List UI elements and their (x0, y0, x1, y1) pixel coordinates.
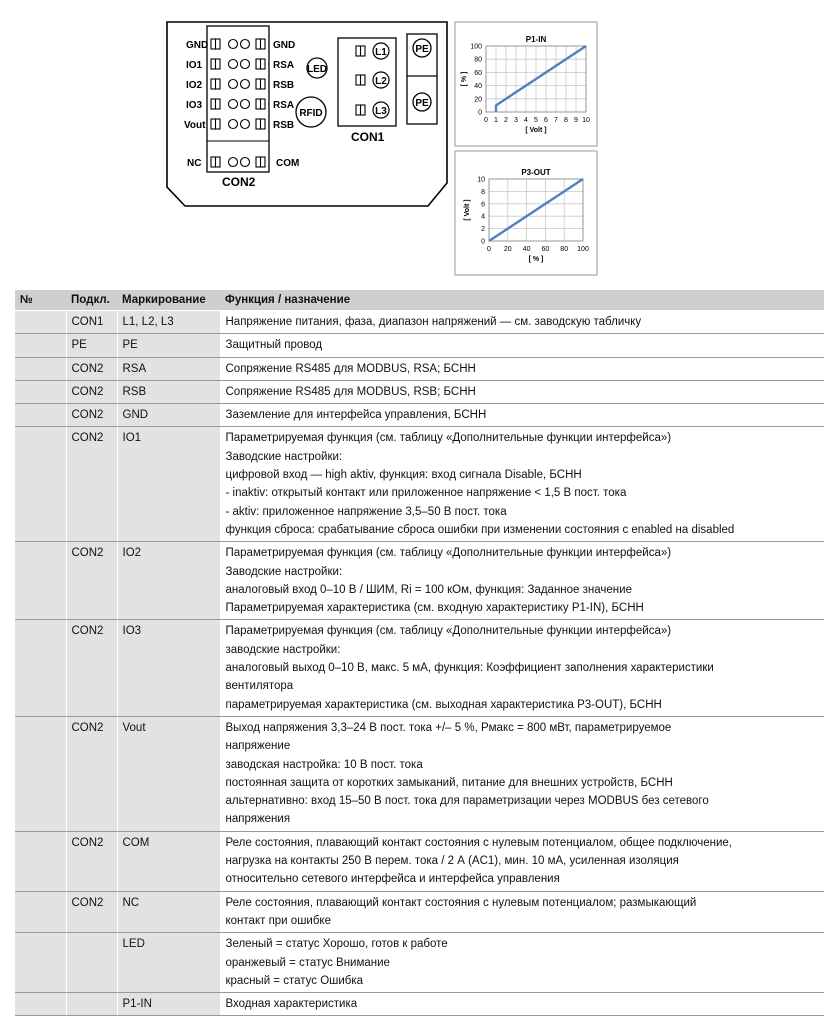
function-line: заводская настройка: 10 В пост. тока (225, 758, 423, 771)
pin-label-rsb-2: RSB (273, 120, 295, 131)
pe-label-2: PE (415, 98, 429, 109)
table-header-row (15, 290, 824, 311)
pin-label-io1: IO1 (186, 60, 203, 71)
x-tick-label: 60 (541, 246, 550, 253)
table-row (15, 357, 824, 380)
led-label: LED (307, 64, 327, 75)
function-line: - aktiv: приложенное напряжение 3,5–50 В пост. тока (225, 505, 507, 518)
function-line: Параметрируемая характеристика (см. входную характеристику P1-IN), БСНН (225, 602, 644, 615)
cell-no (15, 542, 66, 620)
cell-connection: CON2 (66, 831, 117, 891)
function-line: относительно сетевого интерфейса и интерфейса управления (225, 873, 560, 886)
table-row (15, 404, 824, 427)
function-line: Реле состояния, плавающий контакт состояния с нулевым потенциалом, общее подключение, (225, 836, 732, 849)
table-row (15, 427, 824, 542)
cell-no (15, 993, 66, 1016)
cell-marking: GND (117, 404, 220, 427)
y-tick-label: 10 (477, 176, 485, 184)
cell-function (220, 404, 824, 427)
function-line: вентилятора (225, 680, 294, 693)
connection-diagram (0, 0, 833, 290)
table-row (15, 933, 824, 993)
connection-table (15, 290, 824, 1016)
function-line: альтернативно: вход 15–50 В пост. тока для параметризации через MODBUS без сетевого (225, 795, 709, 808)
cell-marking: PE (117, 334, 220, 357)
cell-function (220, 716, 824, 831)
function-line: постоянная защита от коротких замыканий, питание для внешних устройств, БСНН (225, 776, 673, 789)
pin-label-gnd-right: GND (273, 40, 296, 51)
table-body (15, 311, 824, 1016)
function-line: оранжевый = статус Внимание (225, 956, 390, 969)
x-tick-label: 7 (554, 117, 558, 124)
cell-marking: LED (117, 933, 220, 993)
x-tick-label: 2 (504, 117, 508, 124)
function-line: напряжение (225, 740, 291, 753)
cell-marking: RSA (117, 357, 220, 380)
header-marking: Маркирование (117, 290, 220, 311)
pin-label-vout: Vout (184, 120, 206, 131)
function-line: Входная характеристика (225, 998, 358, 1011)
cell-no (15, 334, 66, 357)
terminal-label-l2: L2 (375, 76, 387, 87)
chart-title: P1-IN (525, 35, 547, 44)
terminal-hole (229, 40, 238, 49)
cell-marking: NC (117, 891, 220, 933)
cell-no (15, 427, 66, 542)
function-line: Заводские настройки: (225, 450, 343, 463)
function-line: Защитный провод (225, 339, 323, 352)
pin-label-rsa-1: RSA (273, 60, 295, 71)
cell-no (15, 311, 66, 334)
cell-no (15, 357, 66, 380)
cell-function (220, 993, 824, 1016)
cell-marking: IO2 (117, 542, 220, 620)
terminal-hole (241, 40, 250, 49)
cell-function (220, 542, 824, 620)
table-row (15, 831, 824, 891)
terminal-hole (241, 120, 250, 129)
header-function: Функция / назначение (220, 290, 824, 311)
x-tick-label: 80 (560, 246, 569, 253)
function-line: заводские настройки: (225, 643, 341, 656)
cell-function (220, 334, 824, 357)
chart-p1-in (455, 22, 597, 146)
cell-connection: CON2 (66, 357, 117, 380)
cell-connection: CON2 (66, 404, 117, 427)
pin-label-nc: NC (187, 158, 202, 169)
y-tick-label: 40 (474, 83, 482, 91)
function-line: Параметрируемая функция (см. таблицу «Дополнительные функции интерфейса») (225, 547, 672, 560)
cell-function (220, 933, 824, 993)
function-line: функция сброса: срабатывание сброса ошибки при изменении состояния с enabled на disabled (225, 523, 735, 536)
table-row (15, 716, 824, 831)
terminal-hole (229, 158, 238, 167)
header-no: № (15, 290, 66, 311)
terminal-label-l3: L3 (375, 106, 387, 117)
function-line: аналоговый выход 0–10 В, макс. 5 мА, функция: Коэффициент заполнения характеристики (225, 662, 714, 675)
pin-label-com: COM (276, 158, 300, 169)
table-row (15, 993, 824, 1016)
table-row (15, 380, 824, 403)
terminal-hole (229, 80, 238, 89)
pin-label-io2: IO2 (186, 80, 203, 91)
function-line: Сопряжение RS485 для MODBUS, RSA; БСНН (225, 362, 476, 375)
terminal-hole (229, 60, 238, 69)
function-line: цифровой вход — high aktiv, функция: вход сигнала Disable, БСНН (225, 469, 582, 482)
x-tick-label: 4 (524, 117, 528, 124)
x-tick-label: 9 (574, 117, 578, 124)
y-axis-label: [ % ] (461, 71, 468, 87)
cell-connection: CON2 (66, 427, 117, 542)
table-row (15, 620, 824, 716)
function-line: Зеленый = статус Хорошо, готов к работе (225, 938, 448, 951)
function-line: Реле состояния, плавающий контакт состояния с нулевым потенциалом; размыкающий (225, 896, 697, 909)
header-connection: Подкл. (66, 290, 117, 311)
function-line: Заземление для интерфейса управления, БСНН (225, 409, 487, 422)
cell-connection: PE (66, 334, 117, 357)
x-tick-label: 3 (514, 117, 518, 124)
y-axis-label: [ Volt ] (464, 199, 471, 221)
cell-connection: CON2 (66, 380, 117, 403)
cell-marking: COM (117, 831, 220, 891)
function-line: параметрируемая характеристика (см. выходная характеристика P3-OUT), БСНН (225, 698, 662, 711)
function-line: Сопряжение RS485 для MODBUS, RSB; БСНН (225, 385, 476, 398)
pin-label-rsa-2: RSA (273, 100, 295, 111)
pin-label-io3: IO3 (186, 100, 203, 111)
cell-no (15, 380, 66, 403)
cell-function (220, 620, 824, 716)
y-tick-label: 60 (474, 69, 482, 77)
function-line: красный = статус Ошибка (225, 974, 364, 987)
y-tick-label: 0 (478, 109, 482, 117)
x-tick-label: 1 (494, 117, 498, 124)
pin-label-rsb-1: RSB (273, 80, 295, 91)
x-tick-label: 40 (522, 246, 531, 253)
rfid-label: RFID (299, 108, 323, 119)
terminal-hole (229, 100, 238, 109)
chart-p3-out (455, 151, 597, 275)
table-row (15, 334, 824, 357)
function-line: Заводские настройки: (225, 565, 343, 578)
cell-no (15, 716, 66, 831)
cell-connection (66, 993, 117, 1016)
cell-function (220, 427, 824, 542)
y-tick-label: 6 (481, 201, 485, 209)
x-tick-label: 10 (582, 117, 590, 124)
cell-no (15, 933, 66, 993)
cell-function (220, 380, 824, 403)
con1-label: CON1 (351, 130, 385, 144)
function-line: - inaktiv: открытый контакт или приложенное напряжение < 1,5 В пост. тока (225, 487, 627, 500)
function-line: аналоговый вход 0–10 В / ШИМ, Ri = 100 кОм, функция: Заданное значение (225, 583, 632, 596)
terminal-hole (229, 120, 238, 129)
function-line: напряжения (225, 813, 291, 826)
cell-marking: IO1 (117, 427, 220, 542)
cell-no (15, 891, 66, 933)
terminal-label-l1: L1 (375, 47, 387, 58)
y-tick-label: 8 (481, 188, 485, 196)
table-row (15, 311, 824, 334)
cell-no (15, 404, 66, 427)
y-tick-label: 100 (470, 43, 482, 51)
x-tick-label: 0 (487, 246, 491, 253)
function-line: нагрузка на контакты 250 В перем. тока / 2 А (AC1), мин. 10 мА, усиленная изоляция (225, 855, 679, 868)
x-axis-label: [ Volt ] (525, 127, 547, 134)
cell-no (15, 831, 66, 891)
x-tick-label: 5 (534, 117, 538, 124)
cell-marking: L1, L2, L3 (117, 311, 220, 334)
function-line: Параметрируемая функция (см. таблицу «Дополнительные функции интерфейса») (225, 432, 672, 445)
cell-connection: CON1 (66, 311, 117, 334)
cell-connection: CON2 (66, 891, 117, 933)
pin-label-gnd-left: GND (186, 40, 209, 51)
terminal-hole (241, 158, 250, 167)
function-line: Параметрируемая функция (см. таблицу «Дополнительные функции интерфейса») (225, 625, 672, 638)
cell-connection (66, 933, 117, 993)
pe-label-1: PE (415, 44, 429, 55)
x-tick-label: 0 (484, 117, 488, 124)
terminal-hole (241, 100, 250, 109)
x-tick-label: 6 (544, 117, 548, 124)
y-tick-label: 0 (481, 238, 485, 246)
cell-marking: Vout (117, 716, 220, 831)
cell-no (15, 620, 66, 716)
con2-label: CON2 (222, 175, 256, 189)
cell-marking: RSB (117, 380, 220, 403)
cell-marking: IO3 (117, 620, 220, 716)
function-line: контакт при ошибке (225, 914, 331, 927)
chart-title: P3-OUT (521, 168, 551, 177)
cell-function (220, 311, 824, 334)
table-row (15, 542, 824, 620)
y-tick-label: 4 (481, 213, 485, 221)
terminal-hole (241, 80, 250, 89)
cell-function (220, 891, 824, 933)
cell-connection: CON2 (66, 542, 117, 620)
cell-marking: P1-IN (117, 993, 220, 1016)
x-tick-label: 20 (503, 246, 512, 253)
cell-connection: CON2 (66, 716, 117, 831)
cell-connection: CON2 (66, 620, 117, 716)
table-row (15, 891, 824, 933)
terminal-hole (241, 60, 250, 69)
y-tick-label: 2 (481, 226, 485, 234)
x-tick-label: 100 (577, 246, 589, 253)
cell-function (220, 831, 824, 891)
cell-function (220, 357, 824, 380)
function-line: Напряжение питания, фаза, диапазон напряжений — см. заводскую табличку (225, 316, 642, 328)
x-axis-label: [ % ] (528, 256, 544, 263)
x-tick-label: 8 (564, 117, 568, 124)
y-tick-label: 20 (474, 96, 482, 104)
function-line: Выход напряжения 3,3–24 В пост. тока +/– 5 %, Pмакс = 800 мВт, параметрируемое (225, 721, 672, 734)
y-tick-label: 80 (474, 56, 482, 64)
